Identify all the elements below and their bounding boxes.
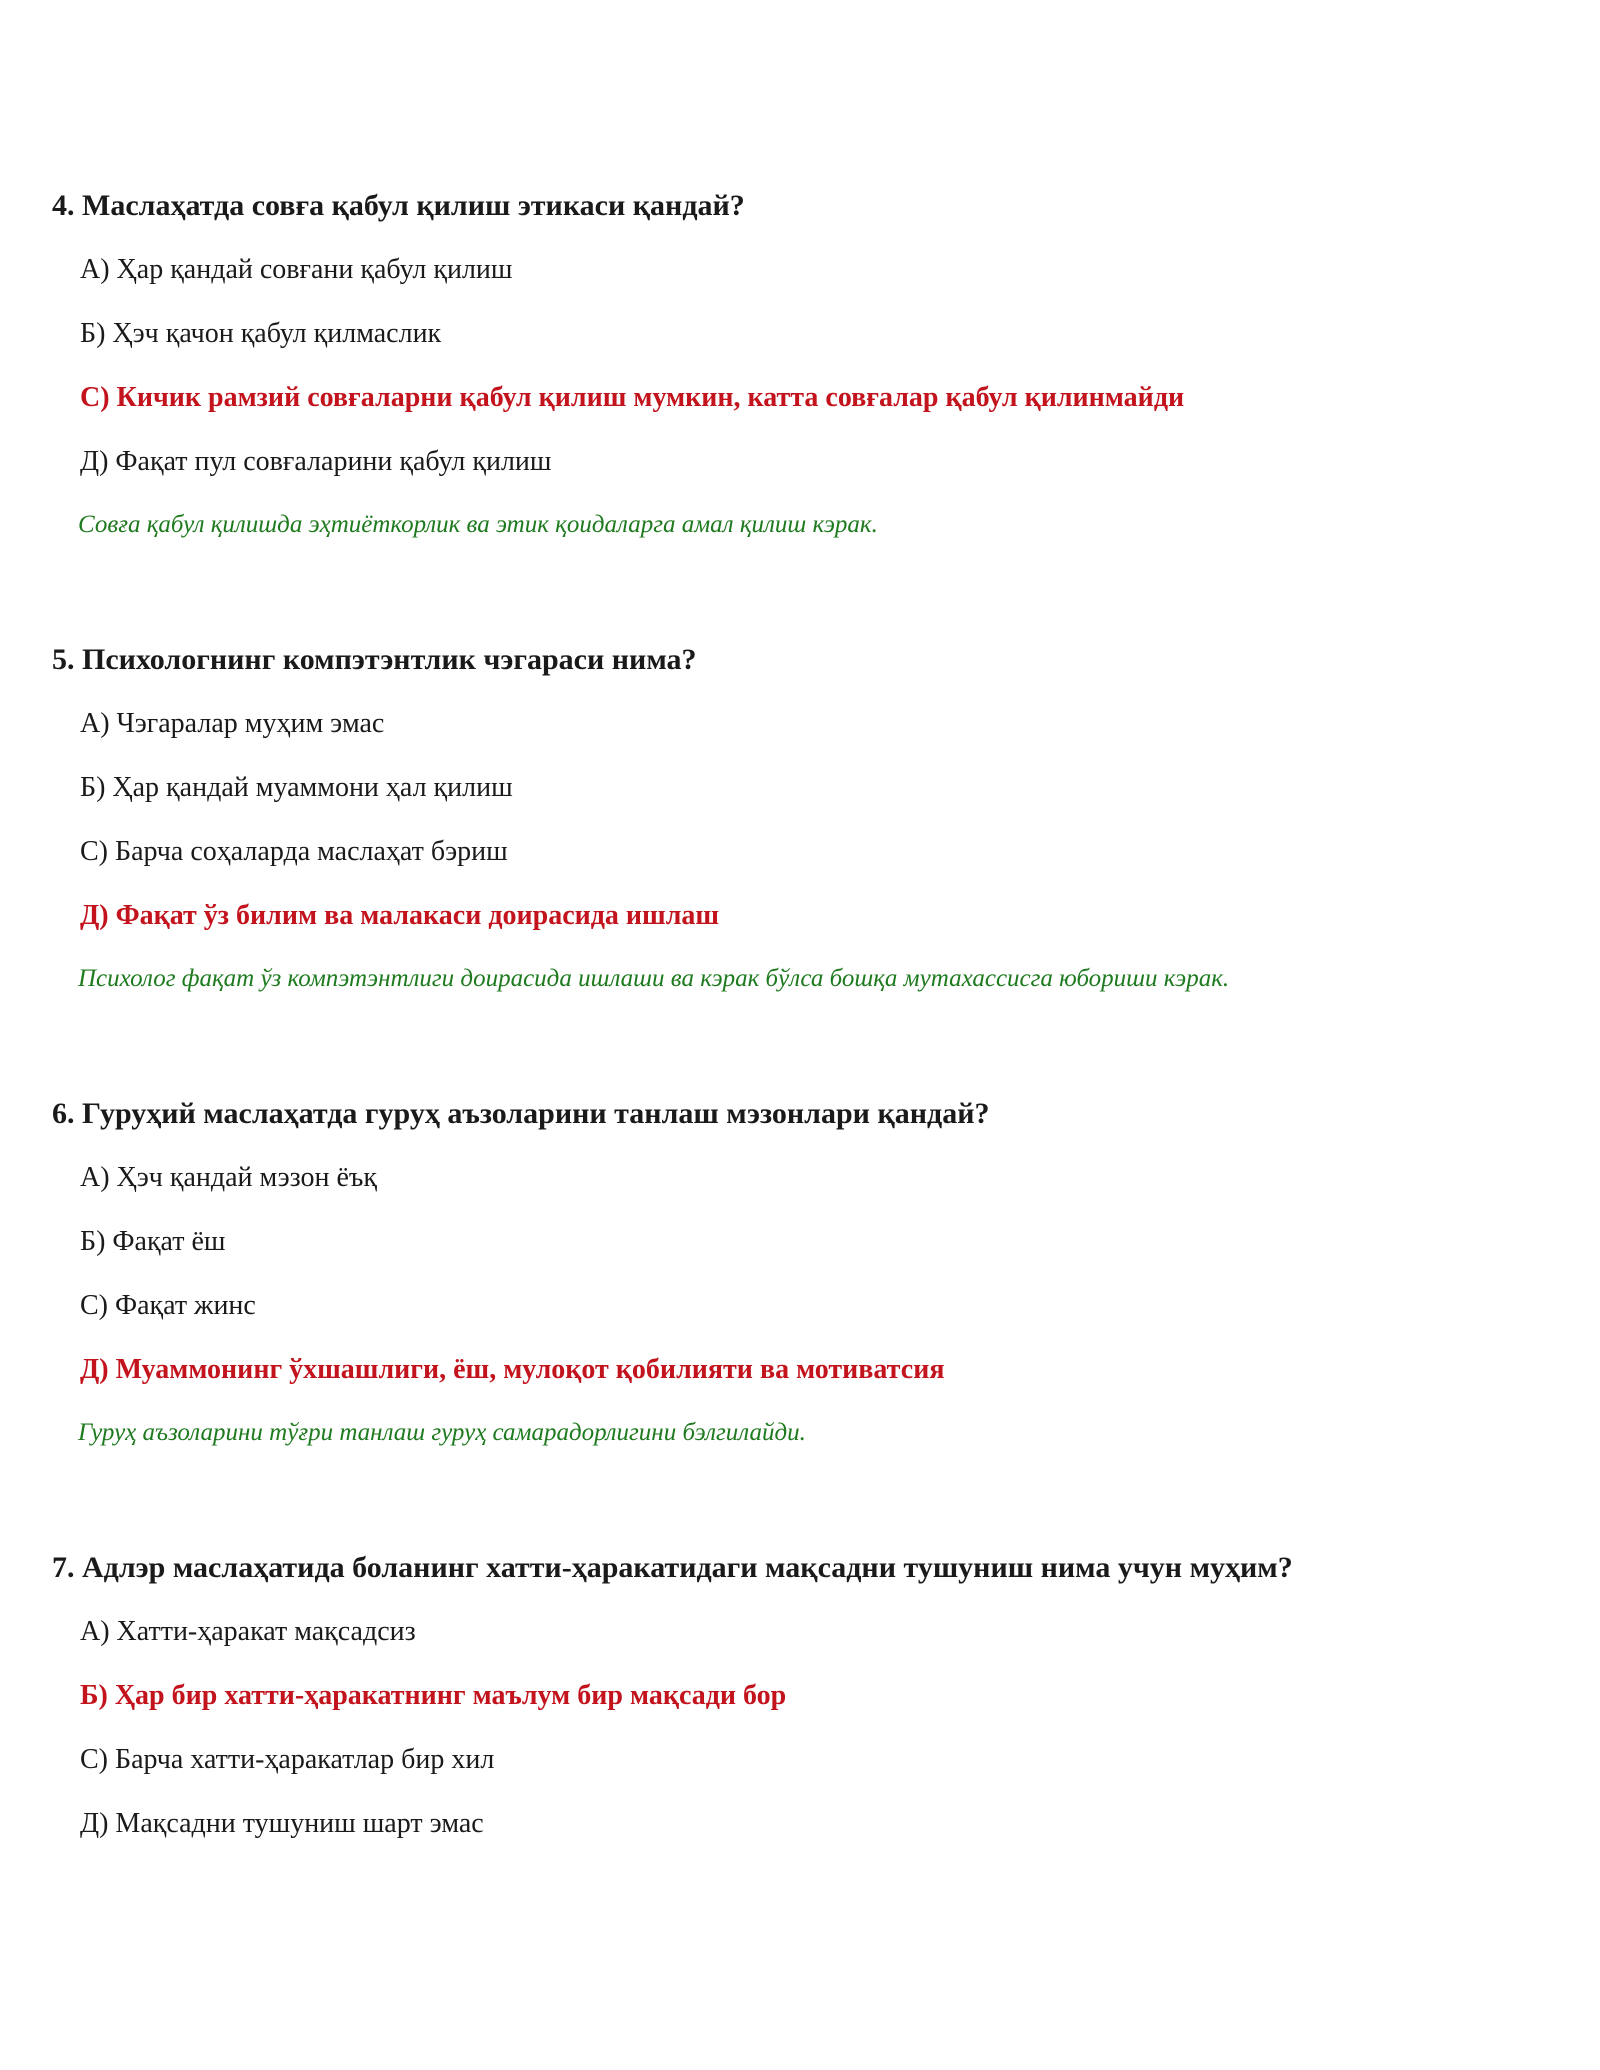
option-b: Б) Фақат ёш — [80, 1226, 226, 1257]
answer-explanation: Совға қабул қилишда эҳтиёткорлик ва этик қоидаларга амал қилиш кэрак. — [78, 511, 878, 538]
question-title: 7. Адлэр маслаҳатида боланинг хатти-ҳаракатидаги мақсадни тушуниш нима учун муҳим? — [52, 1551, 1293, 1584]
question-title: 5. Психологнинг компэтэнтлик чэгараси нима? — [52, 643, 697, 676]
answer-options — [52, 253, 1552, 479]
option-c: С) Барча хатти-ҳаракатлар бир хил — [80, 1744, 495, 1775]
option-a: А) Ҳар қандай совғани қабул қилиш — [80, 254, 513, 285]
option-a: А) Ҳэч қандай мэзон ёъқ — [80, 1162, 378, 1193]
question-5 — [52, 642, 1552, 1020]
option-d: Д) Фақат пул совғаларини қабул қилиш — [80, 446, 552, 477]
option-d: Д) Мақсадни тушуниш шарт эмас — [80, 1808, 484, 1839]
question-6 — [52, 1096, 1552, 1474]
option-d-correct: Д) Фақат ўз билим ва малакаси доирасида ишлаш — [80, 900, 720, 931]
option-b: Б) Ҳар қандай муаммони ҳал қилиш — [80, 772, 513, 803]
question-7 — [52, 1550, 1552, 1841]
option-c-correct: С) Кичик рамзий совғаларни қабул қилиш мумкин, катта совғалар қабул қилинмайди — [80, 382, 1185, 413]
option-b: Б) Ҳэч қачон қабул қилмаслик — [80, 318, 442, 349]
answer-options — [52, 1161, 1552, 1387]
answer-explanation: Психолог фақат ўз компэтэнтлиги доирасида ишлаши ва кэрак бўлса бошқа мутахассисга юбориши кэрак. — [78, 965, 1230, 992]
option-b-correct: Б) Ҳар бир хатти-ҳаракатнинг маълум бир мақсади бор — [80, 1680, 787, 1711]
question-4 — [52, 188, 1552, 566]
question-title: 4. Маслаҳатда совға қабул қилиш этикаси қандай? — [52, 189, 745, 222]
answer-options — [52, 707, 1552, 933]
answer-options — [52, 1615, 1552, 1841]
option-c: С) Барча соҳаларда маслаҳат бэриш — [80, 836, 508, 867]
option-c: С) Фақат жинс — [80, 1290, 256, 1321]
option-a: А) Чэгаралар муҳим эмас — [80, 708, 385, 739]
option-a: А) Хатти-ҳаракат мақсадсиз — [80, 1616, 416, 1647]
question-title: 6. Гуруҳий маслаҳатда гуруҳ аъзоларини танлаш мэзонлари қандай? — [52, 1097, 990, 1130]
answer-explanation: Гуруҳ аъзоларини тўғри танлаш гуруҳ самарадорлигини бэлгилайди. — [78, 1419, 806, 1446]
option-d-correct: Д) Муаммонинг ўхшашлиги, ёш, мулоқот қобилияти ва мотиватсия — [80, 1354, 945, 1385]
